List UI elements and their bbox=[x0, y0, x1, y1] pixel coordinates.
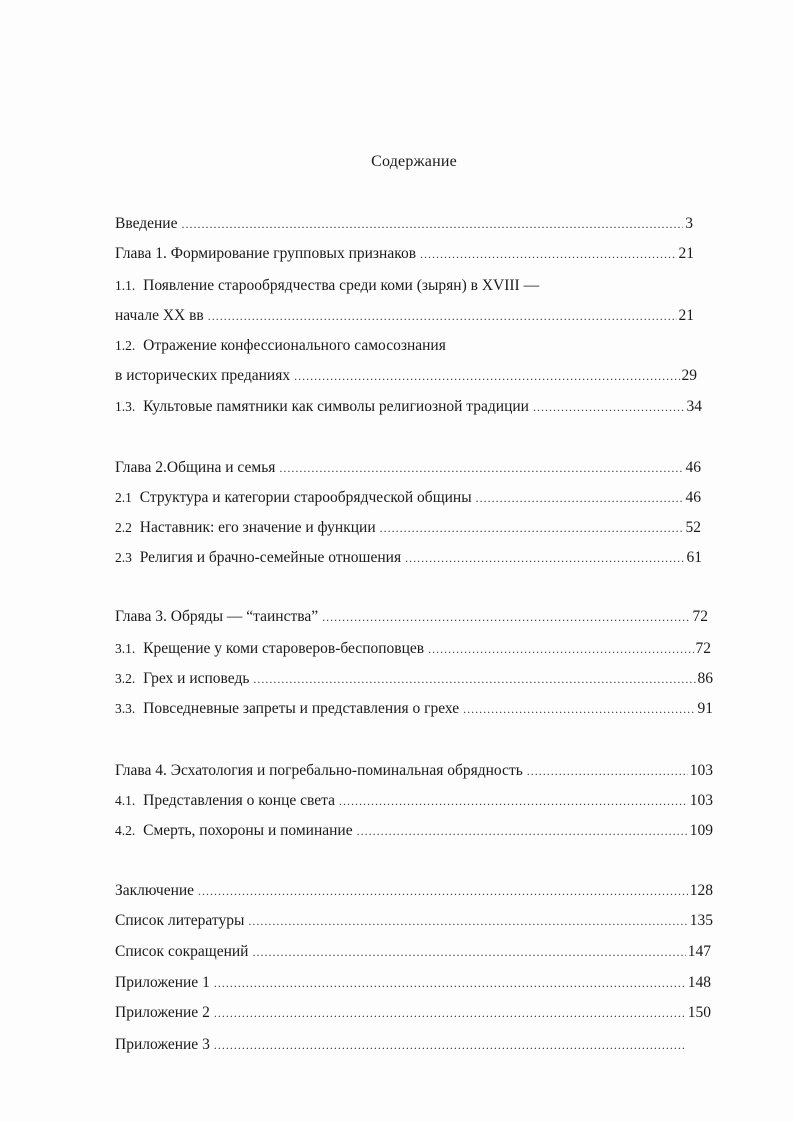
toc-entry-page: 91 bbox=[697, 700, 713, 717]
toc-entry-section-2-2[interactable] bbox=[115, 518, 701, 538]
leader-dots bbox=[252, 942, 685, 962]
toc-entry-label: Введение bbox=[115, 215, 178, 232]
section-number: 1.1. bbox=[115, 278, 136, 293]
leader-dots bbox=[339, 791, 688, 811]
toc-entry-appendix-2[interactable] bbox=[115, 1003, 711, 1023]
toc-entry-section-1-2-line-2[interactable] bbox=[115, 366, 697, 386]
section-number: 4.1. bbox=[115, 793, 136, 808]
leader-dots bbox=[463, 699, 695, 719]
leader-dots bbox=[420, 244, 676, 264]
toc-entry-section-4-1[interactable] bbox=[115, 791, 713, 811]
toc-entry-page: 72 bbox=[695, 640, 711, 657]
leader-dots bbox=[527, 761, 688, 781]
section-number: 2.1 bbox=[115, 490, 132, 505]
toc-entry-label: Смерть, похороны и поминание bbox=[143, 822, 353, 839]
leader-dots bbox=[214, 973, 686, 993]
toc-entry-label: Культовые памятники как символы религиозной традиции bbox=[143, 398, 529, 415]
toc-entry-page: 34 bbox=[686, 398, 702, 415]
toc-entry-section-1-2-line-1[interactable] bbox=[115, 336, 715, 356]
toc-entry-label: Список сокращений bbox=[115, 943, 249, 960]
toc-entry-label: Глава 4. Эсхатология и погребально-поминальная обрядность bbox=[115, 762, 523, 779]
leader-dots bbox=[279, 458, 683, 478]
leader-dots bbox=[428, 639, 693, 659]
toc-entry-page: 103 bbox=[689, 762, 713, 779]
toc-entry-label: Глава 1. Формирование групповых признаков bbox=[115, 245, 417, 262]
toc-entry-section-1-3[interactable] bbox=[115, 397, 702, 417]
toc-entry-label: Повседневные запреты и представления о грехе bbox=[143, 700, 460, 717]
leader-dots bbox=[208, 306, 677, 326]
leader-dots bbox=[294, 366, 679, 386]
toc-entry-chapter-4[interactable] bbox=[115, 761, 713, 781]
toc-entry-page: 147 bbox=[687, 943, 711, 960]
toc-entry-page: 128 bbox=[689, 882, 713, 899]
toc-entry-section-3-2[interactable] bbox=[115, 669, 713, 689]
toc-entry-label: Заключение bbox=[115, 882, 195, 899]
leader-dots bbox=[248, 911, 687, 931]
leader-dots bbox=[533, 397, 685, 417]
toc-entry-page: 103 bbox=[689, 792, 713, 809]
leader-dots bbox=[380, 518, 684, 538]
toc-entry-appendix-1[interactable] bbox=[115, 973, 711, 993]
toc-entry-section-2-1[interactable] bbox=[115, 488, 701, 508]
toc-entry-page: 109 bbox=[689, 822, 713, 839]
toc-entry-section-4-2[interactable] bbox=[115, 821, 713, 841]
toc-entry-section-3-3[interactable] bbox=[115, 699, 713, 719]
toc-entry-page: 72 bbox=[692, 608, 708, 625]
leader-dots bbox=[405, 548, 684, 568]
toc-entry-appendix-3[interactable] bbox=[115, 1035, 686, 1055]
toc-entry-label: Крещение у коми староверов-беспоповцев bbox=[143, 640, 425, 657]
toc-entry-label: Глава 2.Община и семья bbox=[115, 459, 276, 476]
toc-entry-label: Отражение конфессионального самосознания bbox=[143, 337, 446, 354]
section-number: 2.3 bbox=[115, 550, 132, 565]
leader-dots bbox=[253, 669, 695, 689]
toc-entry-section-2-3[interactable] bbox=[115, 548, 702, 568]
toc-entry-page: 61 bbox=[686, 549, 702, 566]
section-number: 1.3. bbox=[115, 399, 136, 414]
page-title: Содержание bbox=[371, 153, 457, 170]
toc-entry-section-1-1-line-1[interactable] bbox=[115, 276, 715, 296]
toc-entry-label: Религия и брачно-семейные отношения bbox=[139, 549, 402, 566]
toc-entry-page: 46 bbox=[685, 459, 701, 476]
toc-entry-label: в исторических преданиях bbox=[115, 367, 291, 384]
toc-entry-page: 29 bbox=[681, 367, 697, 384]
section-number: 1.2. bbox=[115, 338, 136, 353]
toc-entry-page: 135 bbox=[689, 912, 713, 929]
toc-entry-label: начале XX вв bbox=[115, 307, 204, 324]
toc-entry-chapter-3[interactable] bbox=[115, 607, 708, 627]
toc-entry-chapter-1[interactable] bbox=[115, 244, 694, 264]
section-number: 2.2 bbox=[115, 520, 132, 535]
toc-entry-conclusion[interactable] bbox=[115, 881, 713, 901]
leader-dots bbox=[322, 607, 690, 627]
toc-entry-section-3-1[interactable] bbox=[115, 639, 711, 659]
toc-entry-chapter-2[interactable] bbox=[115, 458, 701, 478]
leader-dots bbox=[476, 488, 684, 508]
toc-entry-page: 52 bbox=[685, 519, 701, 536]
toc-entry-literature[interactable] bbox=[115, 911, 713, 931]
toc-entry-label: Приложение 1 bbox=[115, 974, 210, 991]
toc-entry-label: Наставник: его значение и функции bbox=[139, 519, 376, 536]
section-number: 4.2. bbox=[115, 823, 136, 838]
toc-entry-label: Грех и исповедь bbox=[143, 670, 250, 687]
toc-entry-page: 46 bbox=[685, 489, 701, 506]
toc-entry-page: 3 bbox=[685, 215, 693, 232]
toc-entry-intro[interactable] bbox=[115, 214, 693, 234]
section-number: 3.3. bbox=[115, 701, 136, 716]
toc-entry-label: Представления о конце света bbox=[143, 792, 335, 809]
toc-entry-label: Список литературы bbox=[115, 912, 245, 929]
section-number: 3.2. bbox=[115, 671, 136, 686]
leader-dots bbox=[198, 881, 688, 901]
toc-entry-label: Приложение 3 bbox=[115, 1036, 210, 1053]
toc-entry-label: Структура и категории старообрядческой общины bbox=[139, 489, 472, 506]
toc-entry-label: Глава 3. Обряды — “таинства” bbox=[115, 608, 319, 625]
section-number: 3.1. bbox=[115, 641, 136, 656]
toc-entry-page: 148 bbox=[687, 974, 711, 991]
leader-dots bbox=[357, 821, 688, 841]
toc-entry-page: 21 bbox=[678, 245, 694, 262]
leader-dots bbox=[214, 1003, 686, 1023]
toc-entry-abbreviations[interactable] bbox=[115, 942, 711, 962]
toc-entry-page: 21 bbox=[678, 307, 694, 324]
leader-dots bbox=[214, 1035, 684, 1055]
toc-entry-page: 150 bbox=[687, 1004, 711, 1021]
toc-entry-label: Приложение 2 bbox=[115, 1004, 210, 1021]
toc-entry-label: Появление старообрядчества среди коми (зырян) в XVIII — bbox=[143, 277, 540, 294]
leader-dots bbox=[181, 214, 683, 234]
toc-entry-section-1-1-line-2[interactable] bbox=[115, 306, 694, 326]
toc-entry-page: 86 bbox=[697, 670, 713, 687]
